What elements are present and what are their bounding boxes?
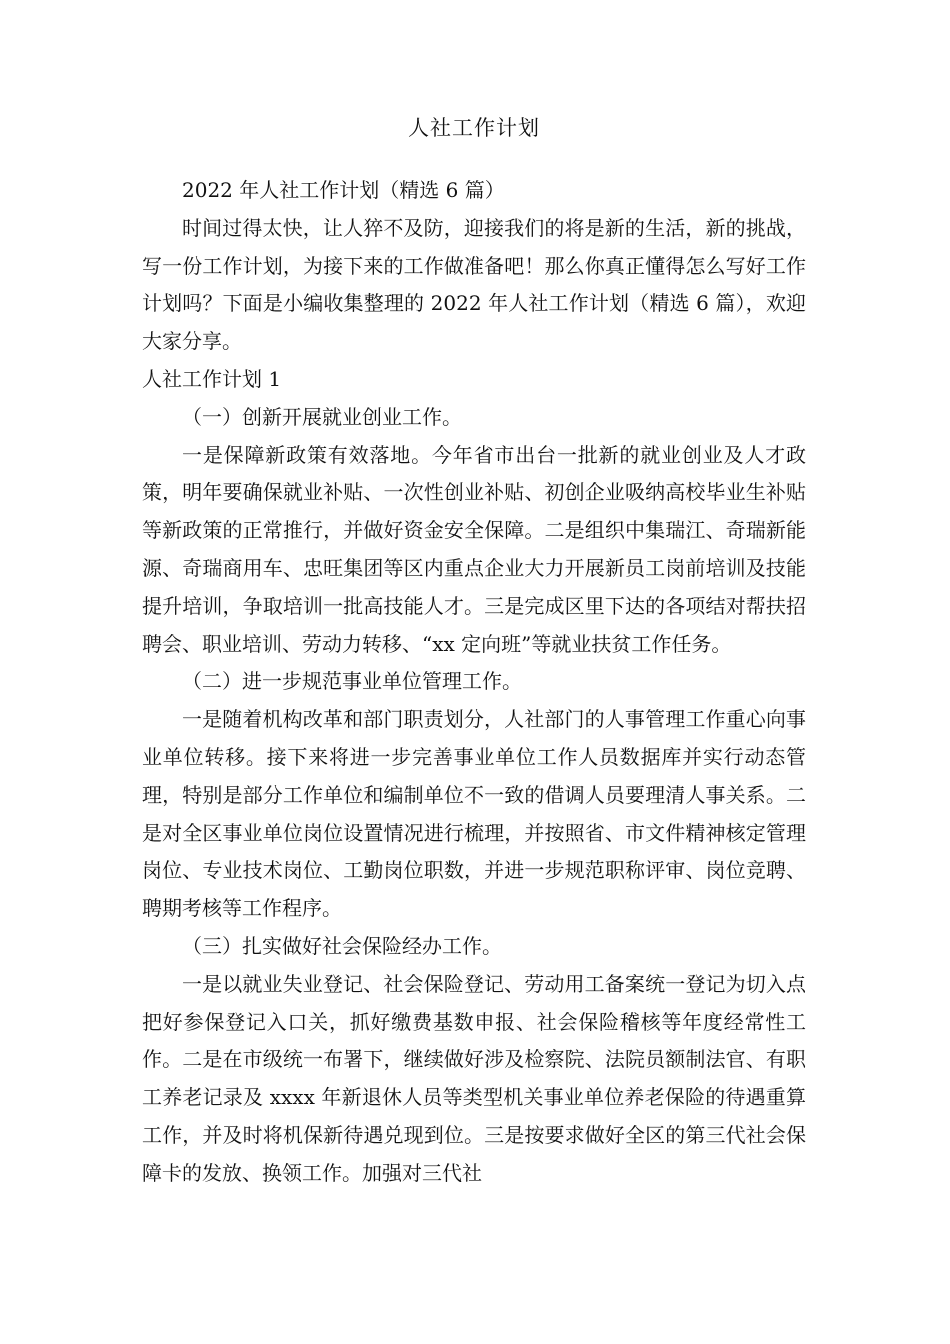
subsection-heading-2: （二）进一步规范事业单位管理工作。 [182, 669, 522, 694]
subsection-heading-3: （三）扎实做好社会保险经办工作。 [182, 933, 502, 958]
paragraph-intro: 时间过得太快，让人猝不及防，迎接我们的将是新的生活，新的挑战，写一份工作计划，为接下来的工作做准备吧！那么你真正懂得怎么写好工作计划吗？下面是小编收集整理的 2022 年人社工作计划（精选 6 篇），欢迎大家分享。 [142, 215, 806, 354]
paragraph-subtitle: 2022 年人社工作计划（精选 6 篇） [182, 178, 505, 202]
subsection-heading-1: （一）创新开展就业创业工作。 [182, 404, 462, 429]
paragraph-employment: 一是保障新政策有效落地。今年省市出台一批新的就业创业及人才政策，明年要确保就业补贴、一次性创业补贴、初创企业吸纳高校毕业生补贴等新政策的正常推行，并做好资金安全保障。二是组织中集瑞江、奇瑞新能源、奇瑞商用车、忠旺集团等区内重点企业大力开展新员工岗前培训及技能提升培训，争取培训一批高技能人才。三是完成区里下达的各项结对帮扶招聘会、职业培训、劳动力转移、“xx 定向班”等就业扶贫工作任务。 [142, 442, 806, 656]
document-page [142, 104, 806, 1193]
section-heading-plan-1: 人社工作计划 1 [142, 366, 282, 391]
document-title: 人社工作计划 [408, 116, 540, 140]
paragraph-institutions: 一是随着机构改革和部门职责划分，人社部门的人事管理工作重心向事业单位转移。接下来将进一步完善事业单位工作人员数据库并实行动态管理，特别是部分工作单位和编制单位不一致的借调人员要理清人事关系。二是对全区事业单位岗位设置情况进行梳理，并按照省、市文件精神核定管理岗位、专业技术岗位、工勤岗位职数，并进一步规范职称评审、岗位竞聘、聘期考核等工作程序。 [142, 707, 806, 921]
paragraph-social-insurance: 一是以就业失业登记、社会保险登记、劳动用工备案统一登记为切入点把好参保登记入口关，抓好缴费基数申报、社会保险稽核等年度经常性工作。二是在市级统一布署下，继续做好涉及检察院、法院员额制法官、有职工养老记录及 xxxx 年新退休人员等类型机关事业单位养老保险的待遇重算工作，并及时将机保新待遇兑现到位。三是按要求做好全区的第三代社会保障卡的发放、换领工作。加强对三代社 [142, 971, 806, 1185]
